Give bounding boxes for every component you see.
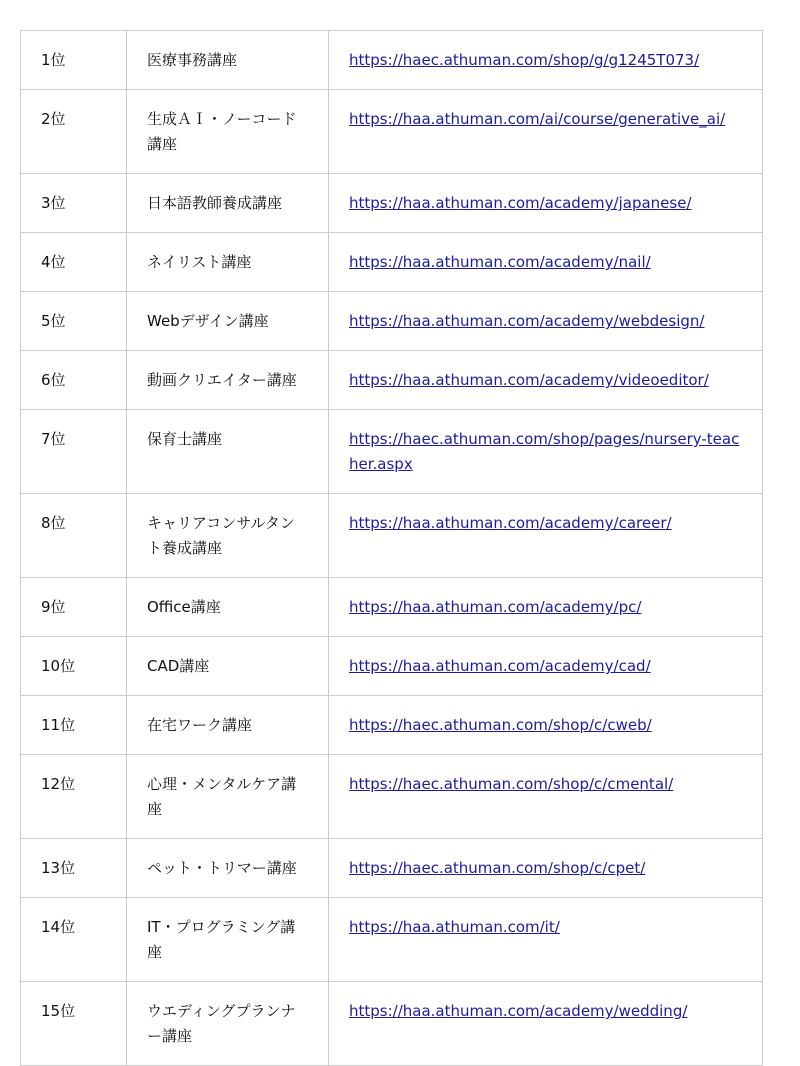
course-name-cell: CAD講座 bbox=[127, 637, 329, 696]
course-name-cell: ペット・トリマー講座 bbox=[127, 839, 329, 898]
table-row bbox=[21, 174, 763, 233]
course-link[interactable]: https://haa.athuman.com/academy/career/ bbox=[349, 514, 672, 532]
url-cell bbox=[329, 898, 763, 982]
url-cell bbox=[329, 637, 763, 696]
course-link[interactable]: https://haa.athuman.com/academy/pc/ bbox=[349, 598, 642, 616]
table-row bbox=[21, 292, 763, 351]
course-name-cell: Office講座 bbox=[127, 578, 329, 637]
course-link[interactable]: https://haec.athuman.com/shop/g/g1245T073/ bbox=[349, 51, 700, 69]
course-link[interactable]: https://haec.athuman.com/shop/c/cmental/ bbox=[349, 775, 674, 793]
course-ranking-table bbox=[20, 30, 763, 1066]
url-cell bbox=[329, 755, 763, 839]
table-row bbox=[21, 839, 763, 898]
url-cell bbox=[329, 982, 763, 1066]
url-cell bbox=[329, 90, 763, 174]
url-cell bbox=[329, 233, 763, 292]
table-row bbox=[21, 696, 763, 755]
course-name-cell: ウエディングプランナー講座 bbox=[127, 982, 329, 1066]
url-cell bbox=[329, 696, 763, 755]
course-link[interactable]: https://haa.athuman.com/academy/videoeditor/ bbox=[349, 371, 709, 389]
rank-cell: 2位 bbox=[21, 90, 127, 174]
rank-cell: 11位 bbox=[21, 696, 127, 755]
rank-cell: 13位 bbox=[21, 839, 127, 898]
course-link[interactable]: https://haa.athuman.com/ai/course/generative_ai/ bbox=[349, 110, 726, 128]
table-row bbox=[21, 982, 763, 1066]
rank-cell: 5位 bbox=[21, 292, 127, 351]
table-row bbox=[21, 233, 763, 292]
table-row bbox=[21, 410, 763, 494]
rank-cell: 9位 bbox=[21, 578, 127, 637]
url-cell bbox=[329, 292, 763, 351]
course-link[interactable]: https://haec.athuman.com/shop/c/cweb/ bbox=[349, 716, 652, 734]
course-link[interactable]: https://haec.athuman.com/shop/pages/nursery-teacher.aspx bbox=[349, 430, 740, 473]
table-row bbox=[21, 90, 763, 174]
table-row bbox=[21, 755, 763, 839]
course-name-cell: 生成ＡＩ・ノーコード講座 bbox=[127, 90, 329, 174]
rank-cell: 12位 bbox=[21, 755, 127, 839]
table-row bbox=[21, 637, 763, 696]
url-cell bbox=[329, 351, 763, 410]
course-name-cell: IT・プログラミング講座 bbox=[127, 898, 329, 982]
course-name-cell: 動画クリエイター講座 bbox=[127, 351, 329, 410]
course-name-cell: Webデザイン講座 bbox=[127, 292, 329, 351]
rank-cell: 3位 bbox=[21, 174, 127, 233]
url-cell bbox=[329, 578, 763, 637]
course-name-cell: 医療事務講座 bbox=[127, 31, 329, 90]
rank-cell: 6位 bbox=[21, 351, 127, 410]
course-link[interactable]: https://haa.athuman.com/academy/webdesign/ bbox=[349, 312, 705, 330]
course-link[interactable]: https://haa.athuman.com/it/ bbox=[349, 918, 560, 936]
course-link[interactable]: https://haa.athuman.com/academy/nail/ bbox=[349, 253, 651, 271]
course-link[interactable]: https://haec.athuman.com/shop/c/cpet/ bbox=[349, 859, 646, 877]
rank-cell: 7位 bbox=[21, 410, 127, 494]
url-cell bbox=[329, 174, 763, 233]
course-link[interactable]: https://haa.athuman.com/academy/japanese/ bbox=[349, 194, 692, 212]
url-cell bbox=[329, 839, 763, 898]
url-cell bbox=[329, 494, 763, 578]
table-row bbox=[21, 578, 763, 637]
rank-cell: 10位 bbox=[21, 637, 127, 696]
table-row bbox=[21, 351, 763, 410]
course-name-cell: 心理・メンタルケア講座 bbox=[127, 755, 329, 839]
rank-cell: 4位 bbox=[21, 233, 127, 292]
url-cell bbox=[329, 410, 763, 494]
course-link[interactable]: https://haa.athuman.com/academy/cad/ bbox=[349, 657, 651, 675]
course-name-cell: ネイリスト講座 bbox=[127, 233, 329, 292]
course-name-cell: 保育士講座 bbox=[127, 410, 329, 494]
course-name-cell: キャリアコンサルタント養成講座 bbox=[127, 494, 329, 578]
rank-cell: 8位 bbox=[21, 494, 127, 578]
rank-cell: 15位 bbox=[21, 982, 127, 1066]
url-cell bbox=[329, 31, 763, 90]
table-row bbox=[21, 898, 763, 982]
rank-cell: 14位 bbox=[21, 898, 127, 982]
course-name-cell: 在宅ワーク講座 bbox=[127, 696, 329, 755]
rank-cell: 1位 bbox=[21, 31, 127, 90]
table-row bbox=[21, 31, 763, 90]
course-name-cell: 日本語教師養成講座 bbox=[127, 174, 329, 233]
course-link[interactable]: https://haa.athuman.com/academy/wedding/ bbox=[349, 1002, 688, 1020]
table-row bbox=[21, 494, 763, 578]
